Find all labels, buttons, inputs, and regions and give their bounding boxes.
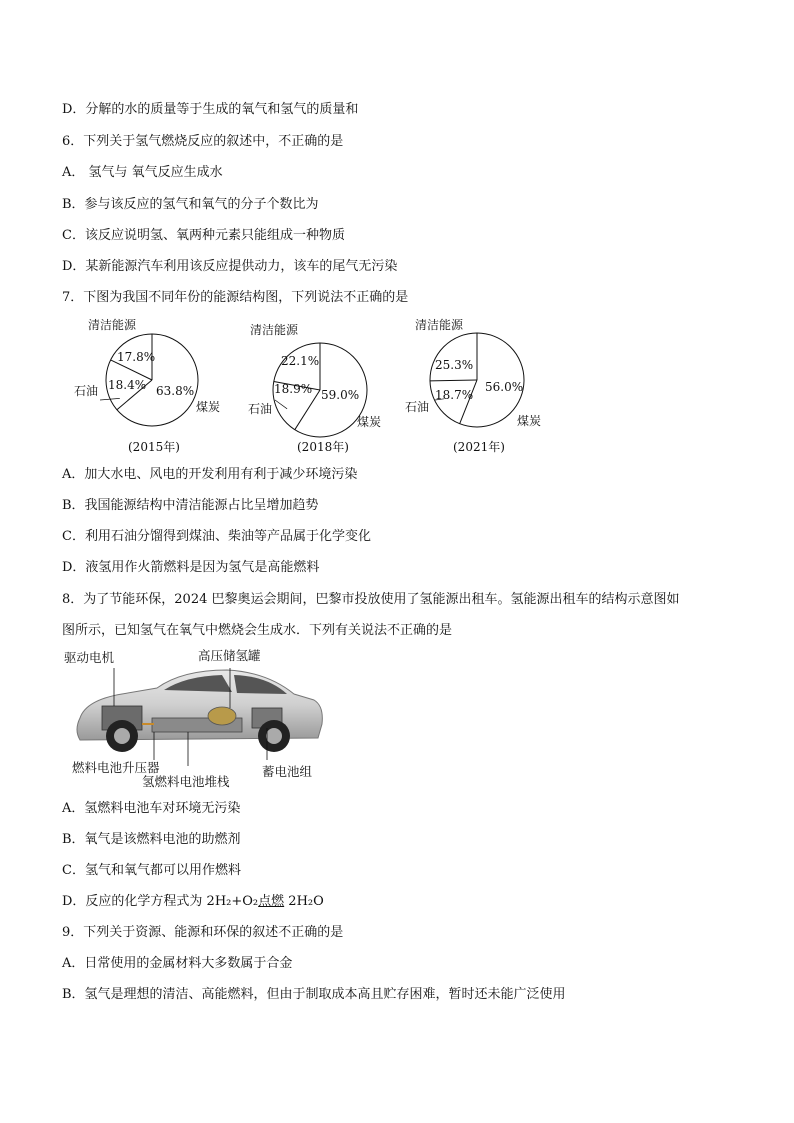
legend-coal: 煤炭: [357, 415, 382, 429]
hydrogen-car-diagram: [62, 648, 332, 788]
legend-oil: 石油: [405, 400, 430, 414]
legend-clean-energy: 清洁能源: [415, 318, 464, 332]
legend-clean-energy: 清洁能源: [88, 318, 137, 332]
legend-coal: 煤炭: [196, 400, 221, 414]
label-fuel-cell-stack: 氢燃料电池堆栈: [142, 774, 230, 789]
slice-label-coal: 63.8%: [156, 384, 195, 398]
option-a-q7: A．加大水电、风电的开发利用有利于减少环境污染: [62, 467, 358, 482]
equation-prefix: D．反应的化学方程式为 2H₂+O₂: [62, 894, 259, 909]
pie-chart-2015: [70, 318, 250, 460]
legend-oil: 石油: [74, 384, 99, 398]
slice-label-clean: 22.1%: [281, 354, 320, 368]
legend-clean-energy: 清洁能源: [250, 323, 299, 337]
pie-year-caption: (2018年): [297, 440, 349, 454]
option-c-q6: C．该反应说明氢、氧两种元素只能组成一种物质: [62, 228, 345, 243]
option-d-q5: D．分解的水的质量等于生成的氧气和氢气的质量和: [62, 102, 359, 117]
slice-label-clean: 25.3%: [435, 358, 474, 372]
option-c-q8: C．氢气和氧气都可以用作燃料: [62, 863, 241, 878]
equation-product: 2H₂O: [288, 894, 324, 909]
option-b-q7: B．我国能源结构中清洁能源占比呈增加趋势: [62, 498, 319, 513]
legend-coal: 煤炭: [517, 414, 542, 428]
option-d-q7: D．液氢用作火箭燃料是因为氢气是高能燃料: [62, 560, 320, 575]
equation-condition: 点燃: [258, 894, 285, 909]
slice-label-oil: 18.9%: [274, 382, 313, 396]
question-8-line1: 8．为了节能环保，2024 巴黎奥运会期间，巴黎市投放使用了氢能源出租车。氢能源出租车的结构示意图如: [62, 592, 680, 607]
question-6: 6．下列关于氢气燃烧反应的叙述中，不正确的是: [62, 134, 344, 149]
option-c-q7: C．利用石油分馏得到煤油、柴油等产品属于化学变化: [62, 529, 371, 544]
label-drive-motor: 驱动电机: [64, 650, 115, 665]
slice-label-clean: 17.8%: [117, 350, 156, 364]
slice-label-oil: 18.7%: [435, 388, 474, 402]
legend-oil: 石油: [248, 402, 273, 416]
option-a-q9: A．日常使用的金属材料大多数属于合金: [62, 956, 293, 971]
question-9: 9．下列关于资源、能源和环保的叙述不正确的是: [62, 925, 344, 940]
option-b-q9: B．氢气是理想的清洁、高能燃料，但由于制取成本高且贮存困难，暂时还未能广泛使用: [62, 987, 566, 1002]
option-d-q6: D．某新能源汽车利用该反应提供动力，该车的尾气无污染: [62, 259, 398, 274]
slice-label-coal: 56.0%: [485, 380, 524, 394]
option-a-q6: A． 氢气与 氧气反应生成水: [62, 165, 223, 180]
slice-label-oil: 18.4%: [108, 378, 147, 392]
pie-chart-2018: [245, 318, 425, 460]
pie-year-caption: (2015年): [128, 440, 180, 454]
option-b-q6: B．参与该反应的氢气和氧气的分子个数比为: [62, 197, 319, 212]
question-7: 7．下图为我国不同年份的能源结构图，下列说法不正确的是: [62, 290, 409, 305]
question-8-line2: 图所示，已知氢气在氧气中燃烧会生成水．下列有关说法不正确的是: [62, 623, 453, 638]
option-b-q8: B．氧气是该燃料电池的助燃剂: [62, 832, 241, 847]
pie-year-caption: (2021年): [453, 440, 505, 454]
label-fuel-cell-booster: 燃料电池升压器: [72, 760, 160, 775]
label-battery-pack: 蓄电池组: [262, 764, 313, 779]
pie-chart-2021: [405, 318, 585, 460]
option-d-q8: [62, 893, 324, 911]
option-a-q8: A．氢燃料电池车对环境无污染: [62, 801, 241, 816]
label-hydrogen-tank: 高压储氢罐: [198, 648, 261, 663]
slice-label-coal: 59.0%: [321, 388, 360, 402]
pie-slice-boundary-1: [430, 380, 477, 381]
